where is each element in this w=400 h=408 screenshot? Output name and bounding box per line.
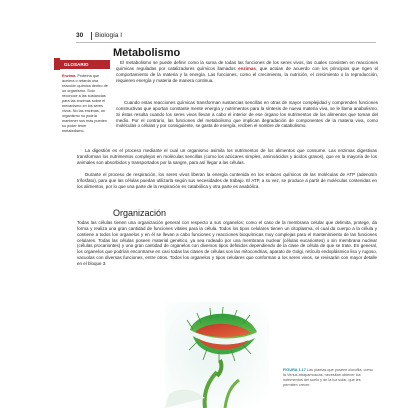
- glossary-tab: [54, 58, 60, 70]
- page-header: [76, 32, 376, 44]
- header-divider: [91, 32, 92, 40]
- figure-label: FIGURA 1.17: [283, 368, 306, 372]
- p1-text-before: El metabolismo se puede definir como la suma de todas las funciones de los seres vivos, las cuales consisten en reacciones químicas reguladas por catalizadores químicos llamados: [116, 60, 378, 71]
- glossary-text: Proteína que acelera o retarda una reacción química dentro de un organismo. Solo reconoce a las sustancias para las enzimas sobre el mecanismo en los seres vivos. No las enzimas, un organismo no podría mantener sus más pueden su poder tener metabolismo.: [62, 74, 108, 133]
- header-rule: [76, 42, 376, 43]
- book-label: Biología I: [95, 32, 123, 39]
- term-enzimas: enzimas: [238, 65, 256, 71]
- glossary-term: Enzima.: [62, 74, 77, 78]
- section-title-metabolismo: Metabolismo: [113, 47, 181, 59]
- section-title-organizacion: Organización: [113, 208, 167, 218]
- figure-caption: [283, 368, 375, 388]
- metabolismo-paragraph-2: Cuando estas reacciones químicas transforman sustancias sencillas en otras de mayor complejidad y comprenden funciones constructivas que aportan constante mente energía y nutrimentos para la síntesis de nueva materia viva, se le llama anabolismo. Si éstas resulta cuando los seres vivos llevan a cabo el interior de ese órgano los nutrimentos de los alimentos que toman del medio. Por el contrario, las funciones del metabolismo que implican degradación de componentes de la materia viva, como moléculas o células y por consiguiente, se gasta de energía, reciben el nombre de catabolismo.: [116, 100, 378, 129]
- venus-flytrap-illustration: [165, 302, 269, 408]
- page-number: 30: [76, 32, 84, 39]
- organizacion-paragraph-1: Todas las células tienen una organización general con respecto a sus organelos; como el caso de la membrana celular que delimita, protege, da forma y realiza una gran cantidad de funciones vitales para la célula. Todos los tipos celulares tienen un citoplasma, el cual da cuerpo a la célula y contiene a todos los organelos y en él se llevan a cabo funciones y reacciones bioquímicas muy complejas para el mantenimiento de las funciones celulares. Todas las células poseen material genético, ya sea rodeado por una membrana nuclear (células eucariontes) o sin membrana nuclear (células procariontes) y una gran cantidad de organelos con diversos tipos definidos dependiendo de la clase de célula de que se trate. En general, los organelos que podrían encontrarse en casi todas las clases de células son las mitocondrias, aparato de Golgi, retículo endoplásmico liso y rugoso, vacuolas con diversas funciones, entre otros. Todos los organelos y tipos celulares que conforman a los seres vivos, se revisarán con mayor detalle en el bloque 3.: [77, 220, 377, 266]
- metabolismo-paragraph-3: La digestión es el proceso mediante el cual un organismo asimila los nutrimentos de los alimentos que consume. Las enzimas digestivas transforman los nutrimentos complejos en moléculas sencillas (como los azúcares simples, aminoácidos y ácidos grasos), que en la mayoría de los animales son absorbidos y transportados por la sangre, para así llegar a las células.: [77, 148, 377, 165]
- venus-flytrap-photo: [165, 302, 269, 408]
- glossary-definition: [62, 74, 108, 134]
- glossary-title: GLOSARIO: [54, 60, 110, 69]
- metabolismo-paragraph-1: [116, 60, 378, 83]
- metabolismo-paragraph-4: Durante el proceso de respiración, los seres vivos liberan la energía contenida en los enlaces químicos de las moléculas de ATP (adenosín trifosfato), para que las células puedan utilizarla según sus necesidades de trabajo. El ATP, a su vez, se produce a partir de moléculas contenidas en los alimentos, por lo que una parte de la respiración es catabólica y otra parte es anabólica.: [77, 172, 377, 189]
- figure-caption-text: Las plantas que poseen clorofila, como la Venus atrapamoscas, necesitan obtener los nutrimentos del suelo y de la luz solar, que les permiten crecer.: [283, 368, 373, 387]
- p1-text-after: , que actúan de acuerdo con los principios que rigen el comportamiento de la materia y la energía. Las funciones, como el crecimiento, la nutrición, el crecimiento o la reproducción, requieren energía y materia de manera continua.: [116, 65, 378, 83]
